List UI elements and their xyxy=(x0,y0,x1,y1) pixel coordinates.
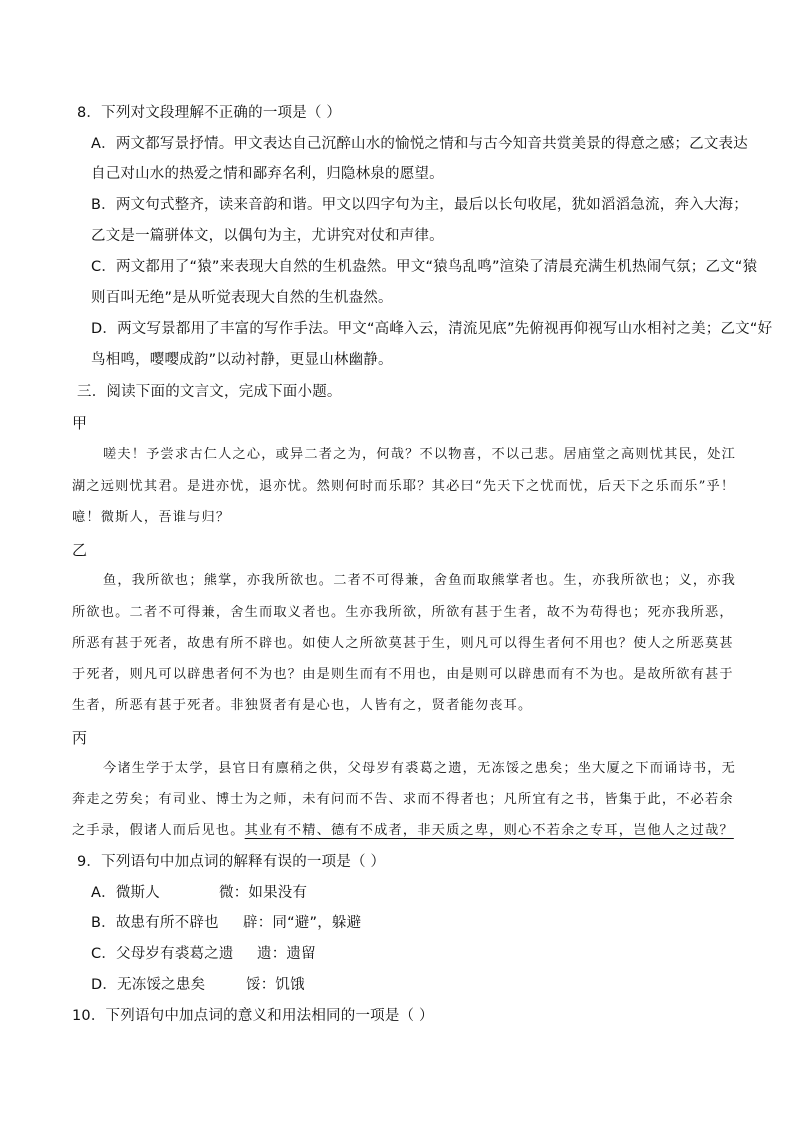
passage-bing-label: 丙 xyxy=(72,729,88,747)
passage-jia-line2: 湖之远则忧其君。是进亦忧，退亦忧。然则何时而乐耶？其必曰“先天下之忧而忧，后天下之乐而乐”乎！ xyxy=(72,479,736,494)
passage-yi-line5: 生者，所恶有甚于死者。非独贤者有是心也，人皆有之，贤者能勿丧耳。 xyxy=(72,698,533,713)
passage-bing-line1: 今诸生学于太学，县官日有廪稍之供，父母岁有裘葛之遗，无冻馁之患矣；坐大厦之下而诵诗书，无 xyxy=(103,761,737,776)
q9-option-d-phrase: D．无冻馁之患矣 xyxy=(91,977,206,993)
section-heading: 三．阅读下面的文言文，完成下面小题。 xyxy=(77,384,342,400)
q9-option-a xyxy=(91,883,307,903)
q8-option-d-line2: 鸟相鸣，嘤嘤成韵”以动衬静，更显山林幽静。 xyxy=(91,352,393,368)
q9-option-c-phrase: C．父母岁有裘葛之遗 xyxy=(91,946,234,962)
passage-yi-line4: 于死者，则凡可以辟患者何不为也？由是则生而有不用也，由是则可以辟患而有不为也。是故所欲有甚于 xyxy=(72,667,734,682)
q8-option-b-line1: B．两文句式整齐，读来音韵和谐。甲文以四字句为主，最后以长句收尾，犹如滔滔急流，奔入大海； xyxy=(91,197,748,213)
q9-option-b-phrase: B．故患有所不辟也 xyxy=(91,915,219,931)
q8-stem: 8．下列对文段理解不正确的一项是（ ） xyxy=(77,105,342,121)
passage-bing-line3 xyxy=(72,821,734,841)
q9-option-d xyxy=(91,975,305,995)
passage-yi-line3: 所恶有甚于死者，故患有所不辟也。如使人之所欲莫甚于生，则凡可以得生者何不用也？使人之所恶莫甚 xyxy=(72,636,734,651)
q8-option-c-line1: C．两文都用了“猿”来表现大自然的生机盎然。甲文“猿鸟乱鸣”渲染了清晨充满生机热闹气氛；乙文“猿 xyxy=(91,259,758,275)
passage-bing-underlined-sentence: 其业有不精、德有不成者，非天质之卑，则心不若余之专耳，岂他人之过哉？ xyxy=(244,823,734,838)
passage-yi-line2: 所欲也。二者不可得兼，舍生而取义者也。生亦我所欲，所欲有甚于生者，故不为苟得也；死亦我所恶， xyxy=(72,605,734,620)
q9-option-b-gloss: 辟：同“避”，躲避 xyxy=(243,915,362,931)
q8-option-b-line2: 乙文是一篇骈体文，以偶句为主，尤讲究对仗和声律。 xyxy=(91,228,444,244)
q9-option-a-gloss: 微：如果没有 xyxy=(219,885,308,901)
passage-jia-line3: 噫！微斯人，吾谁与归？ xyxy=(72,510,231,525)
q9-option-b xyxy=(91,913,361,933)
q9-option-c xyxy=(91,944,316,964)
q9-option-a-phrase: A．微斯人 xyxy=(91,885,160,901)
passage-yi-line1: 鱼，我所欲也；熊掌，亦我所欲也。二者不可得兼，舍鱼而取熊掌者也。生，亦我所欲也；义，亦我 xyxy=(103,573,737,588)
q9-stem: 9．下列语句中加点词的解释有误的一项是（ ） xyxy=(77,854,386,870)
q8-option-a-line2: 自己对山水的热爱之情和鄙弃名利，归隐林泉的愿望。 xyxy=(91,166,444,182)
passage-jia-line1: 嗟夫！予尝求古仁人之心，或异二者之为，何哉？不以物喜，不以己悲。居庙堂之高则忧其民，处江 xyxy=(103,447,737,462)
q8-option-c-line2: 则百叫无绝”是从听觉表现大自然的生机盎然。 xyxy=(91,290,393,306)
q9-option-d-gloss: 馁：饥饿 xyxy=(246,977,305,993)
passage-bing-line2: 奔走之劳矣；有司业、博士为之师，未有问而不告、求而不得者也；凡所宜有之书，皆集于此，不必若余 xyxy=(72,792,734,807)
passage-jia-label: 甲 xyxy=(72,414,88,432)
q9-option-c-gloss: 遗：遗留 xyxy=(257,946,316,962)
passage-bing-line3-plain: 之手录，假诸人而后见也。 xyxy=(72,823,245,838)
q10-stem: 10．下列语句中加点词的意义和用法相同的一项是（ ） xyxy=(72,1008,434,1024)
passage-yi-label: 乙 xyxy=(72,541,88,559)
q8-option-a-line1: A．两文都写景抒情。甲文表达自己沉醉山水的愉悦之情和与古今知音共赏美景的得意之感；乙文表达 xyxy=(91,136,748,152)
q8-option-d-line1: D．两文写景都用了丰富的写作手法。甲文“高峰入云，清流见底”先俯视再仰视写山水相衬之美；乙文“好 xyxy=(91,321,773,337)
